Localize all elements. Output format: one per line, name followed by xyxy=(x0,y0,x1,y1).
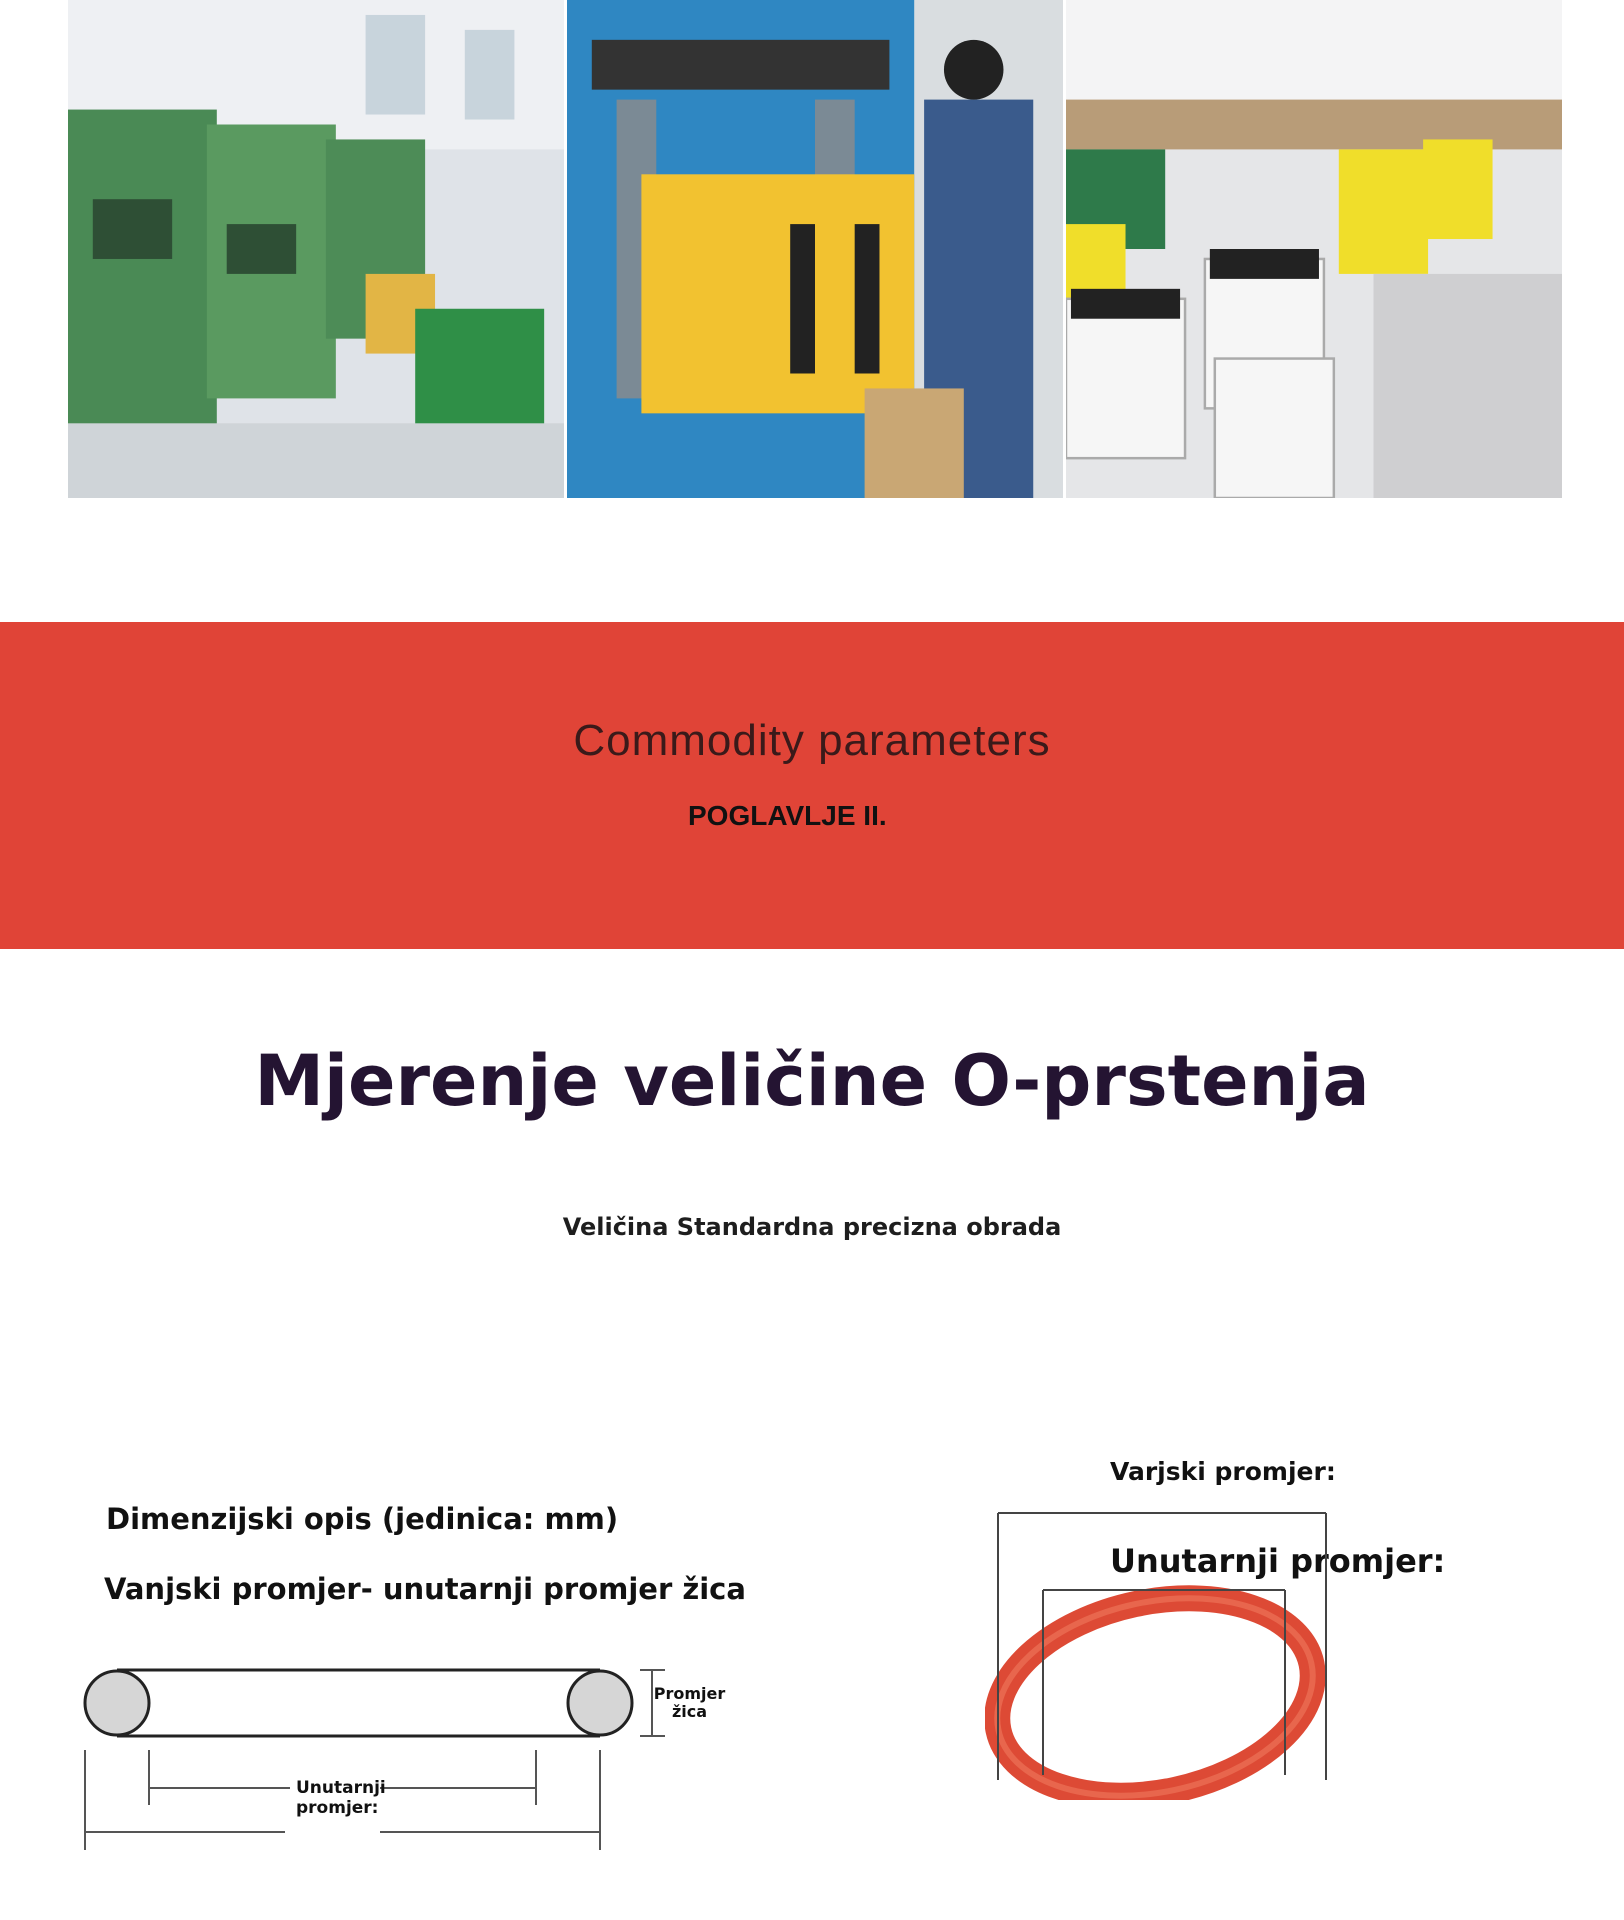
ring-outer-diameter-label: Varjski promjer: xyxy=(1110,1457,1336,1486)
inner-diameter-label: Unutarnji promjer: xyxy=(296,1778,386,1818)
photo-warehouse xyxy=(1066,0,1562,498)
section-banner xyxy=(0,622,1624,949)
wire-diameter-label: Promjer žica xyxy=(653,1684,726,1721)
page-title: Mjerenje veličine O-prstenja xyxy=(254,1040,1370,1122)
ring-inner-diameter-label: Unutarnji promjer: xyxy=(1110,1542,1446,1580)
page-subtitle: Veličina Standardna precizna obrada xyxy=(562,1213,1062,1241)
factory-photo-strip xyxy=(68,0,1562,498)
dimension-description: Dimenzijski opis (jedinica: mm) xyxy=(106,1502,619,1536)
banner-chapter: POGLAVLJE II. xyxy=(688,800,887,831)
photo-molding-machines xyxy=(68,0,564,498)
photo-hydraulic-press xyxy=(567,0,1063,498)
o-ring-cross-section-diagram xyxy=(80,1650,770,1860)
banner-title: Commodity parameters xyxy=(573,716,1051,765)
dimension-formula: Vanjski promjer- unutarnji promjer žica xyxy=(104,1572,746,1606)
red-o-ring-image xyxy=(985,1505,1330,1800)
